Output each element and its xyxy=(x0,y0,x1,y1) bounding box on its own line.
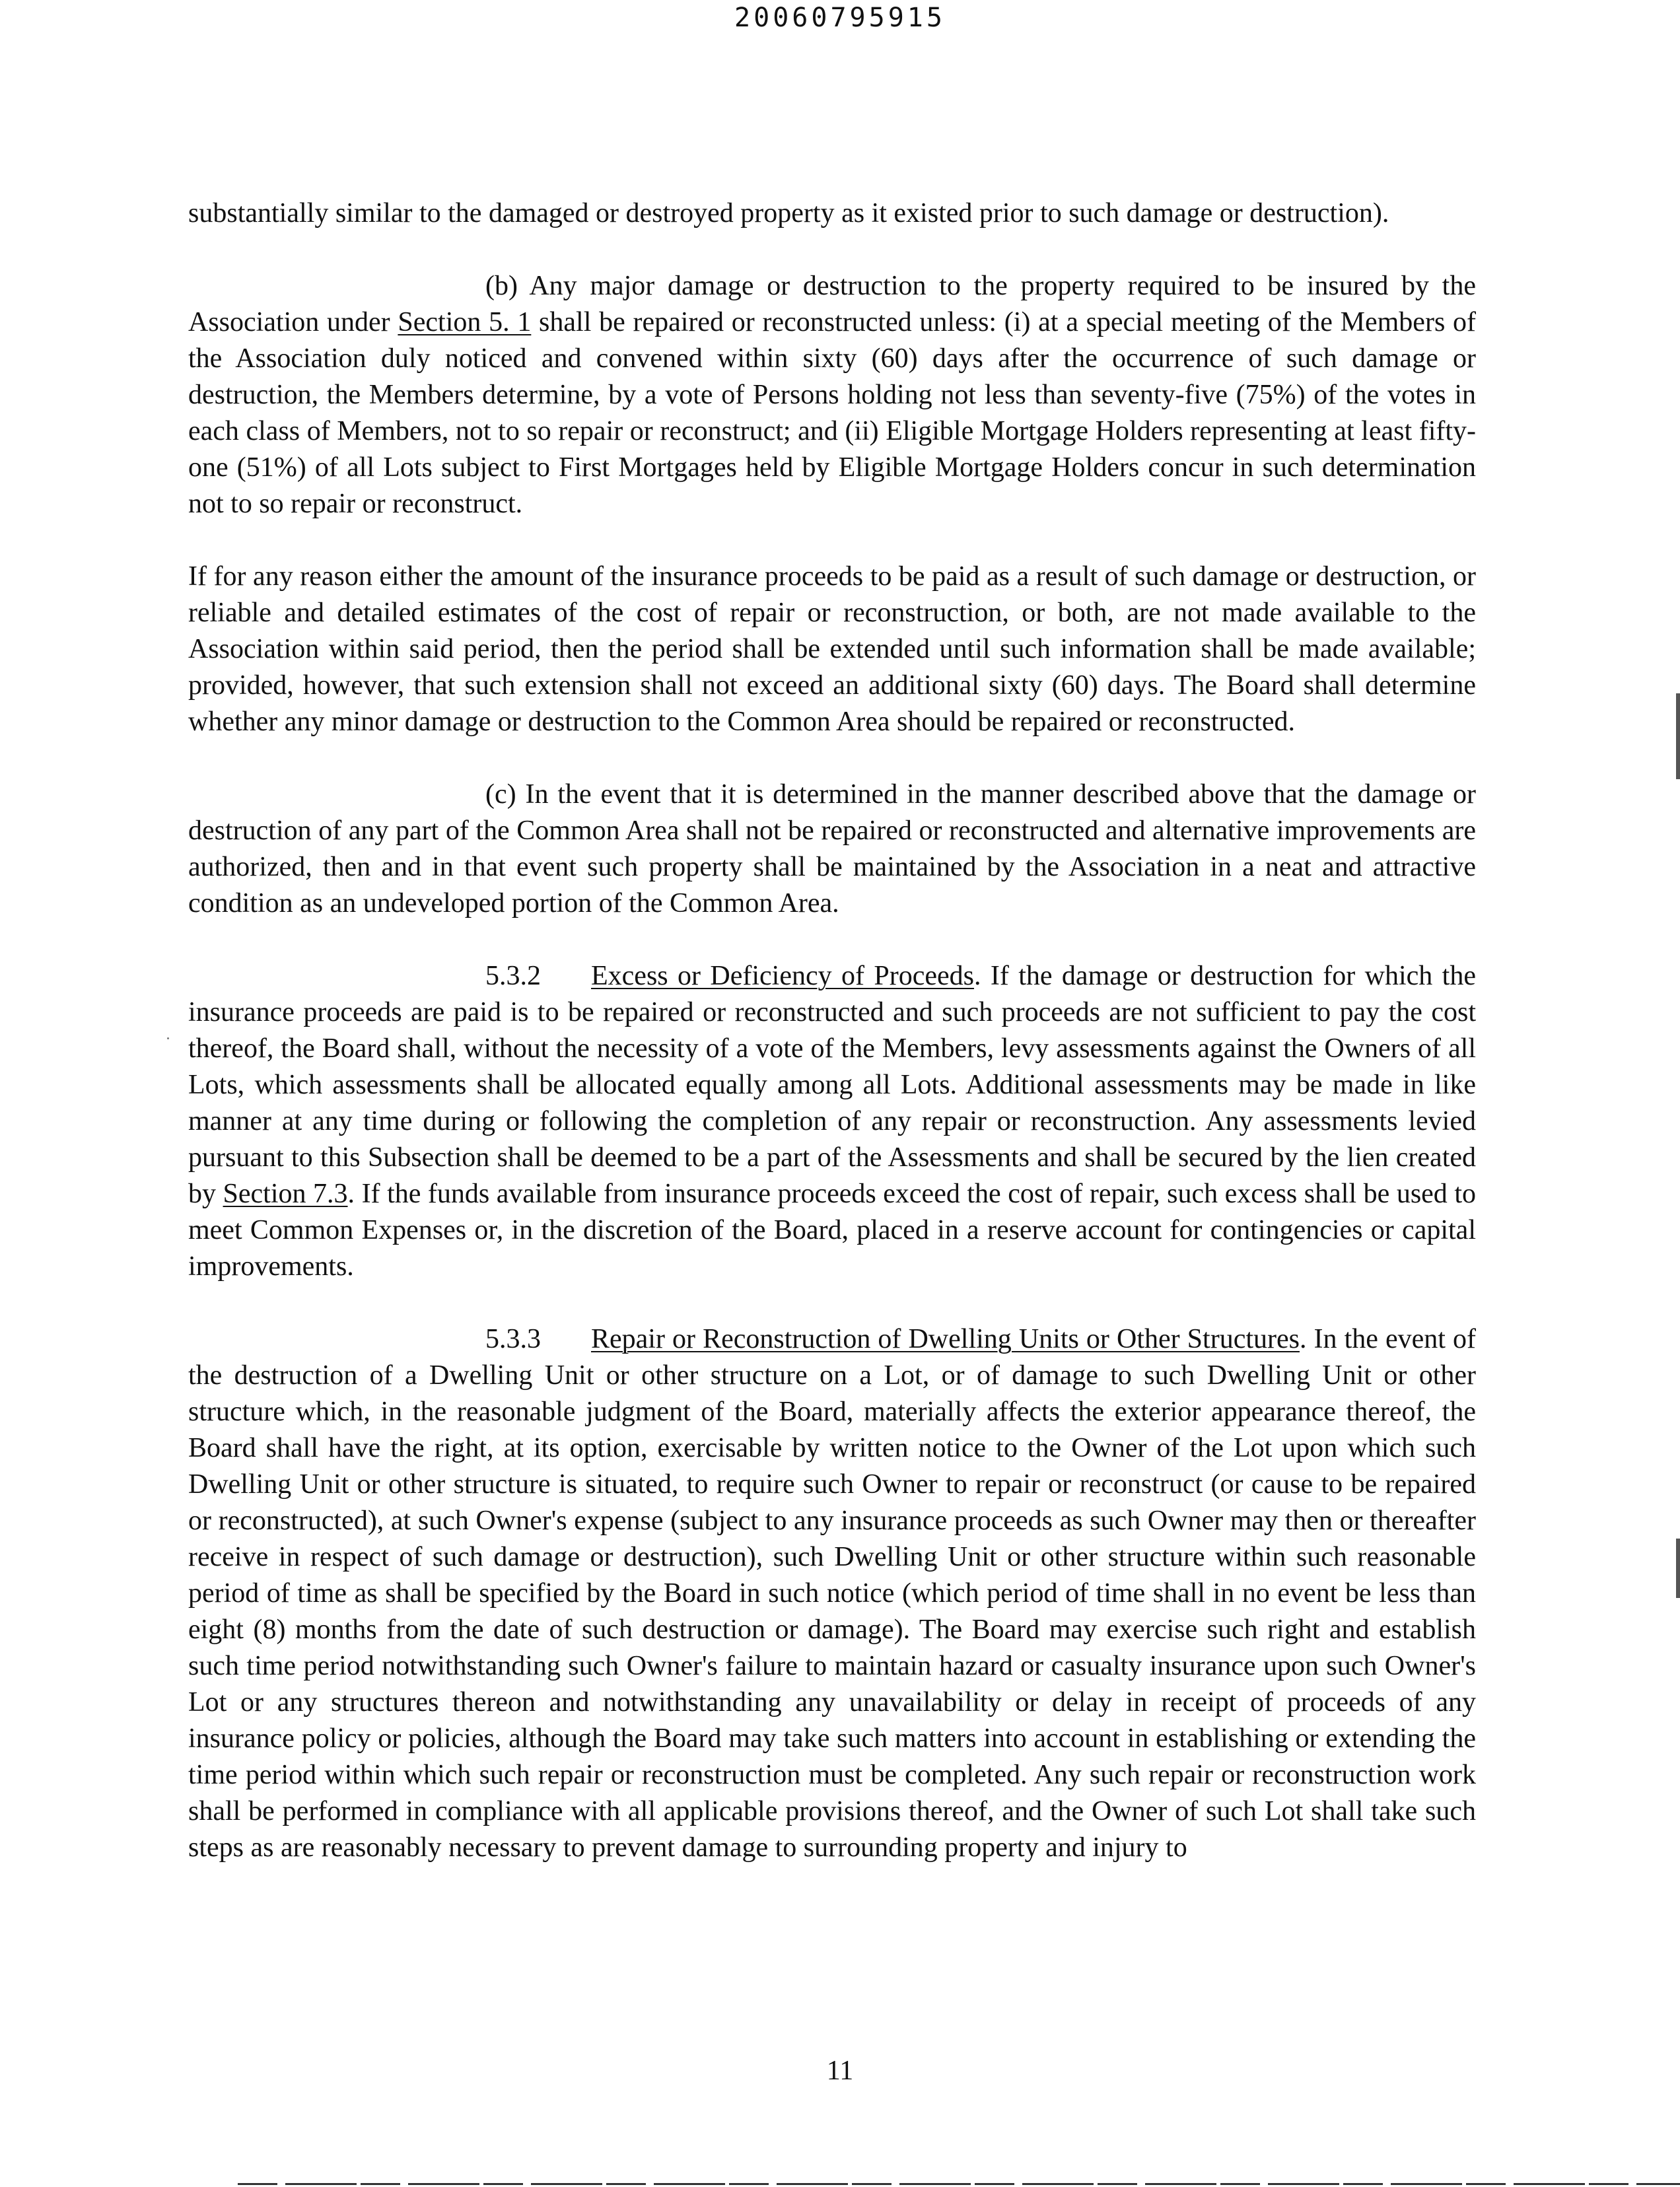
paragraph-continuation xyxy=(188,195,1476,232)
document-number: 20060795915 xyxy=(734,3,946,33)
page-number: 11 xyxy=(826,2056,854,2086)
paragraph-text: shall be repaired or reconstructed unless: (i) at a special meeting of the Members of the Association duly noticed and convened within sixty (60) days after the occurrence of such damage or destruction, the Members determine, by a vote of Persons holding not less than seventy-five (75%) of the votes in each class of Members, not to so repair or reconstruct; and (ii) Eligible Mortgage Holders representing at least fifty-one (51%) of all Lots subject to First Mortgages held by Eligible Mortgage Holders concur in such determination not to so repair or reconstruct. xyxy=(188,307,1476,519)
section-reference: Section 7.3 xyxy=(223,1179,348,1209)
paragraph-extension xyxy=(188,559,1476,740)
section-reference: Section 5. 1 xyxy=(398,307,532,337)
paragraph-text: substantially similar to the damaged or destroyed property as it existed prior to such damage or destruction). xyxy=(188,198,1389,228)
paragraph-text: (c) In the event that it is determined in the manner described above that the damage or destruction of any part of the Common Area shall not be repaired or reconstructed and alternative improvements are authorized, then and in that event such property shall be maintained by the Association in a neat and attractive condition as an undeveloped portion of the Common Area. xyxy=(188,779,1476,919)
paragraph-b xyxy=(188,268,1476,522)
document-body xyxy=(188,195,1476,1866)
paragraph-text: . If the funds available from insurance proceeds exceed the cost of repair, such excess shall be used to meet Common Expenses or, in the discretion of the Board, placed in a reserve account for contingencies or capital improvements. xyxy=(188,1179,1477,1282)
scan-bottom-rule xyxy=(238,2183,1680,2185)
paragraph-c xyxy=(188,777,1476,922)
section-5-3-3 xyxy=(188,1321,1476,1866)
paragraph-text: . In the event of the destruction of a Dwelling Unit or other structure on a Lot, or of damage to such Dwelling Unit or other structure which, in the reasonable judgment of the Board, materially affects the exterior appearance thereof, the Board shall have the right, at its option, exercisable by written notice to the Owner of the Lot upon which such Dwelling Unit or other structure is situated, to require such Owner to repair or reconstruct (or cause to be repaired or reconstructed), at such Owner's expense (subject to any insurance proceeds as such Owner may then or thereafter receive in respect of such damage or destruction), such Dwelling Unit or other structure within such reasonable period of time as shall be specified by the Board in such notice (which period of time shall in no event be less than eight (8) months from the date of such destruction or damage). The Board may exercise such right and establish such time period notwithstanding such Owner's failure to maintain hazard or casualty insurance upon such Owner's Lot or any structures thereon and notwithstanding any unavailability or delay in receipt of proceeds of any insurance policy or policies, although the Board may take such matters into account in establishing or extending the time period within which such repair or reconstruction must be completed. Any such repair or reconstruction work shall be performed in compliance with all applicable provisions thereof, and the Owner of such Lot shall take such steps as are reasonably necessary to prevent damage to surrounding property and injury to xyxy=(188,1324,1476,1863)
paragraph-text: . If the damage or destruction for which the insurance proceeds are paid is to be repaired or reconstructed and such proceeds are not sufficient to pay the cost thereof, the Board shall, without the necessity of a vote of the Members, levy assessments against the Owners of all Lots, which assessments shall be allocated equally among all Lots. Additional assessments may be made in like manner at any time during or following the completion of any repair or reconstruction. Any assessments levied pursuant to this Subsection shall be deemed to be a part of the Assessments and shall be secured by the lien created by xyxy=(188,961,1476,1209)
section-number: 5.3.3 xyxy=(485,1324,541,1354)
scan-edge-mark xyxy=(1676,1539,1680,1598)
section-5-3-2 xyxy=(188,958,1476,1285)
paragraph-text: If for any reason either the amount of the insurance proceeds to be paid as a result of such damage or destruction, or reliable and detailed estimates of the cost of repair or reconstruction, or both, are not made available to the Association within said period, then the period shall be extended until such information shall be made available; provided, however, that such extension shall not exceed an additional sixty (60) days. The Board shall determine whether any minor damage or destruction to the Common Area should be repaired or reconstructed. xyxy=(188,561,1476,737)
scan-edge-mark xyxy=(1676,693,1680,779)
section-number: 5.3.2 xyxy=(485,961,541,991)
scan-speck xyxy=(167,1037,169,1039)
paragraph-text: (b) Any major damage or destruction to the property required to be insured by the Association under xyxy=(188,271,1476,337)
section-heading: Excess or Deficiency of Proceeds xyxy=(591,961,974,991)
section-heading: Repair or Reconstruction of Dwelling Units or Other Structures xyxy=(591,1324,1300,1354)
